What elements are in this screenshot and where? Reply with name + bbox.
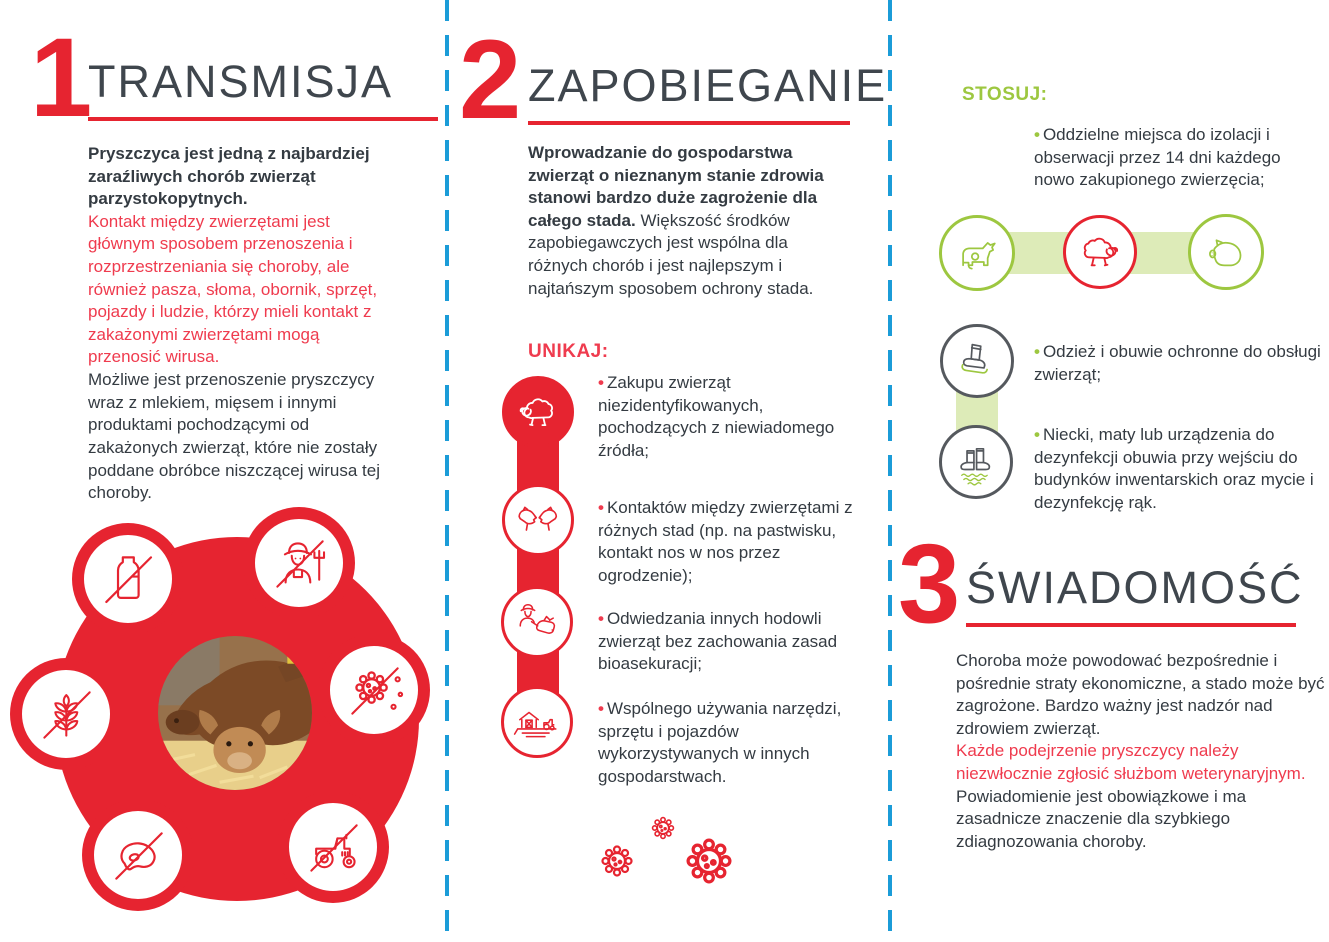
avoid-item-4	[598, 698, 872, 788]
use-item-3-text: Niecki, maty lub urządzenia do dezynfekcji obuwia przy wejściu do budynków inwentarskich oraz mycie i dezynfekcję rąk.	[1034, 425, 1314, 512]
farm-badge	[501, 686, 573, 758]
transmisja-intro-bold: Pryszczyca jest jedną z najbardziej zaraźliwych chorób zwierząt parzystokopytnych.	[88, 144, 370, 209]
section-title-swiadomosc: ŚWIADOMOŚĆ	[966, 562, 1296, 627]
virus-decoration-icon	[592, 836, 642, 886]
bullet: •	[598, 498, 604, 517]
nose-to-nose-badge	[502, 484, 574, 556]
milk-bottle-icon	[94, 545, 163, 614]
protective-boot-icon	[950, 334, 1003, 387]
avoid-item-3-text: Odwiedzania innych hodowli zwierząt bez zachowania zasad bioasekuracji;	[598, 609, 838, 674]
bullet: •	[1034, 125, 1040, 144]
sheep-icon	[1073, 225, 1126, 278]
zapobieganie-intro-rest: Większość środków zapobiegawczych jest wspólna dla różnych chorób i jest najlepszym i najtańszym sposobem ochrony stada.	[528, 210, 814, 298]
transmisja-dark-text: Możliwe jest przenoszenie pryszczycy wraz z mlekiem, mięsem i innymi produktami pochodzącymi od zakażonych zwierząt, które nie zostały poddane obróbce niszczącej wirusa tej choroby.	[88, 370, 381, 503]
transmission-diagram	[28, 498, 443, 938]
avoid-label: UNIKAJ:	[528, 341, 609, 362]
red-connector-band	[517, 412, 559, 722]
no-feed-badge	[19, 667, 113, 761]
sheep-icon	[512, 386, 563, 437]
bullet: •	[598, 609, 604, 628]
section-number-1: 1	[30, 15, 91, 140]
avoid-item-2-text: Kontaktów między zwierzętami z różnych stad (np. na pastwisku, kontakt nos w nos przez ogrodzenie);	[598, 498, 853, 585]
cow-icon	[950, 226, 1005, 281]
virus-decoration-icon	[673, 825, 745, 897]
no-virus-badge	[327, 643, 421, 737]
cow-badge	[939, 215, 1015, 291]
no-farmer-badge	[252, 516, 346, 610]
swiadomosc-dark-text-1: Choroba może powodować bezpośrednie i pośrednie straty ekonomiczne, a stado może być zagrożone. Bardzo ważny jest nadzór nad zdrowiem zwierząt.	[956, 651, 1325, 738]
bullet: •	[598, 373, 604, 392]
tractor-icon	[299, 813, 368, 882]
farm-buildings-icon	[511, 696, 562, 747]
use-item-1	[1034, 124, 1322, 192]
no-milk-badge	[81, 532, 175, 626]
use-item-3	[1034, 424, 1322, 514]
swiadomosc-dark-text-2: Powiadomienie jest obowiązkowe i ma zasadnicze znaczenie dla szybkiego zdiagnozowania choroby.	[956, 786, 1247, 851]
no-meat-badge	[91, 808, 185, 902]
use-label: STOSUJ:	[962, 84, 1048, 105]
use-item-1-text: Oddzielne miejsca do izolacji i obserwacji przez 14 dni każdego nowo zakupionego zwierzęcia;	[1034, 125, 1281, 190]
section-title-zapobieganie: ZAPOBIEGANIE	[528, 60, 850, 125]
bullet: •	[1034, 425, 1040, 444]
boot-badge	[940, 324, 1014, 398]
section-number-3: 3	[898, 521, 959, 646]
sheep-badge-red	[1063, 215, 1137, 289]
cow-calf-photo	[158, 636, 312, 790]
avoid-item-2	[598, 497, 872, 587]
avoid-item-3	[598, 608, 872, 676]
use-item-2	[1034, 341, 1322, 386]
meat-icon	[104, 821, 173, 890]
zapobieganie-intro-bold: Wprowadzanie do gospodarstwa zwierząt o nieznanym stanie zdrowia stanowi bardzo duże zagrożenie dla całego stada.	[528, 143, 824, 230]
no-vehicles-badge	[286, 800, 380, 894]
boots-disinfection-badge	[939, 425, 1013, 499]
boots-disinfection-icon	[949, 435, 1002, 488]
avoid-item-1-text: Zakupu zwierząt niezidentyfikowanych, pochodzących z niewiadomego źródła;	[598, 373, 835, 460]
pig-icon	[1199, 225, 1254, 280]
column-divider-1	[445, 0, 449, 942]
wheat-grain-icon	[32, 680, 101, 749]
transmisja-text	[88, 143, 380, 505]
zapobieganie-intro	[528, 142, 846, 300]
section-title-transmisja: TRANSMISJA	[88, 56, 438, 121]
farmer-with-cow-icon	[511, 596, 562, 647]
farmer-cow-badge	[501, 586, 573, 658]
animals-nose-to-nose-icon	[512, 494, 563, 545]
pig-badge	[1188, 214, 1264, 290]
bullet: •	[598, 699, 604, 718]
sheep-badge	[502, 376, 574, 448]
virus-icon	[340, 656, 409, 725]
swiadomosc-red-text: Każde podejrzenie pryszczycy należy niezwłocznie zgłosić służbom weterynaryjnym.	[956, 741, 1306, 784]
bullet: •	[1034, 342, 1040, 361]
swiadomosc-text	[956, 650, 1329, 853]
farmer-icon	[265, 529, 334, 598]
use-item-2-text: Odzież i obuwie ochronne do obsługi zwierząt;	[1034, 342, 1321, 384]
transmisja-red-text: Kontakt między zwierzętami jest głównym sposobem przenoszenia i rozprzestrzeniania się choroby, ale również pasza, słoma, obornik, sprzęt, pojazdy i ludzie, którzy mieli kontakt z zakażonymi zwierzętami mogą przenosić wirusa.	[88, 211, 378, 367]
section-number-2: 2	[459, 17, 520, 142]
avoid-item-4-text: Wspólnego używania narzędzi, sprzętu i pojazdów wykorzystywanych w innych gospodarstwach.	[598, 699, 842, 786]
column-divider-2	[888, 0, 892, 942]
avoid-item-1	[598, 372, 872, 462]
